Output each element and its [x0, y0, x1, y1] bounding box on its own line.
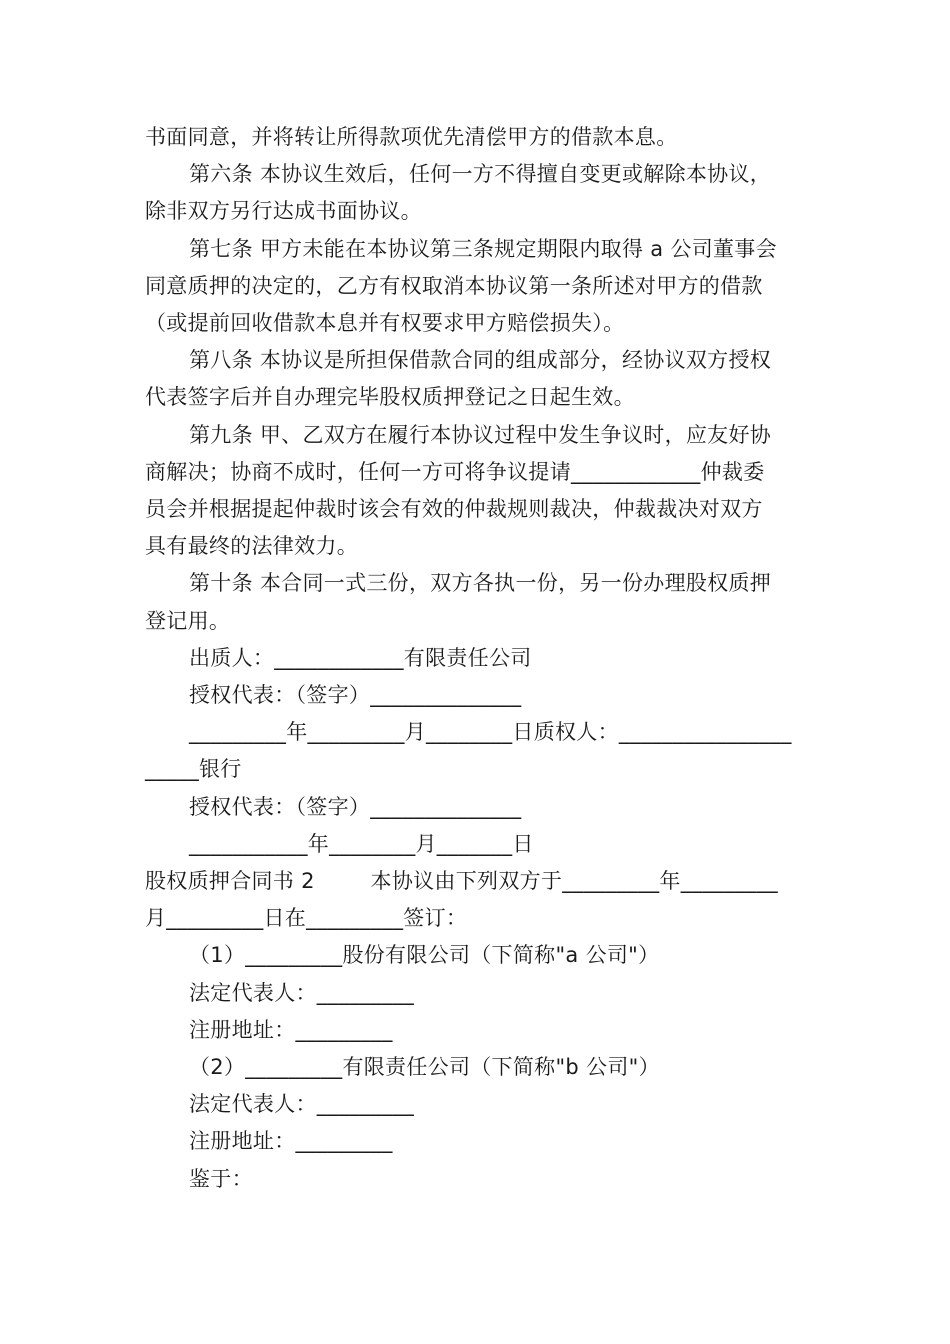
- text-line: 鉴于：: [189, 1166, 253, 1191]
- text-line: 月_________日在_________签订：: [145, 906, 468, 931]
- text-line: 注册地址：_________: [189, 1129, 393, 1154]
- text-line: 出质人：____________有限责任公司: [189, 645, 532, 670]
- text-line: 同意质押的决定的，乙方有权取消本协议第一条所述对甲方的借款: [145, 273, 763, 298]
- text-line: （1）_________股份有限公司（下简称"a 公司"）: [189, 943, 660, 968]
- text-line: 第七条 甲方未能在本协议第三条规定期限内取得 a 公司董事会: [189, 236, 777, 261]
- text-line: 股权质押合同书 2 本协议由下列双方于_________年_________: [145, 869, 778, 893]
- text-line: 授权代表：（签字）______________: [189, 794, 522, 819]
- text-line: 法定代表人：_________: [189, 980, 414, 1005]
- text-line: （或提前回收借款本息并有权要求甲方赔偿损失）。: [145, 311, 625, 335]
- text-line: 具有最终的法律效力。: [145, 534, 358, 559]
- text-line: 商解决；协商不成时，任何一方可将争议提请____________仲裁委: [145, 459, 765, 484]
- text-line: ___________年________月_______日: [189, 831, 534, 856]
- text-line: 登记用。: [145, 608, 231, 633]
- text-line: 第六条 本协议生效后，任何一方不得擅自变更或解除本协议，: [189, 162, 772, 187]
- text-line: 法定代表人：_________: [189, 1092, 414, 1117]
- text-line: 第九条 甲、乙双方在履行本协议过程中发生争议时，应友好协: [189, 422, 772, 447]
- text-line: 员会并根据提起仲裁时该会有效的仲裁规则裁决，仲裁裁决对双方: [145, 497, 763, 521]
- text-line: _____银行: [145, 757, 242, 782]
- text-line: 书面同意，并将转让所得款项优先清偿甲方的借款本息。: [145, 125, 678, 149]
- text-line: 授权代表：（签字）______________: [189, 683, 522, 707]
- text-line: _________年_________月________日质权人：________________: [189, 720, 792, 745]
- text-line: 注册地址：_________: [189, 1017, 393, 1042]
- text-line: 第十条 本合同一式三份，双方各执一份，另一份办理股权质押: [189, 571, 772, 596]
- text-line: （2）_________有限责任公司（下简称"b 公司"）: [189, 1055, 660, 1079]
- text-line: 除非双方另行达成书面协议。: [145, 199, 422, 224]
- text-line: 代表签字后并自办理完毕股权质押登记之日起生效。: [145, 385, 635, 410]
- text-line: 第八条 本协议是所担保借款合同的组成部分，经协议双方授权: [189, 348, 772, 373]
